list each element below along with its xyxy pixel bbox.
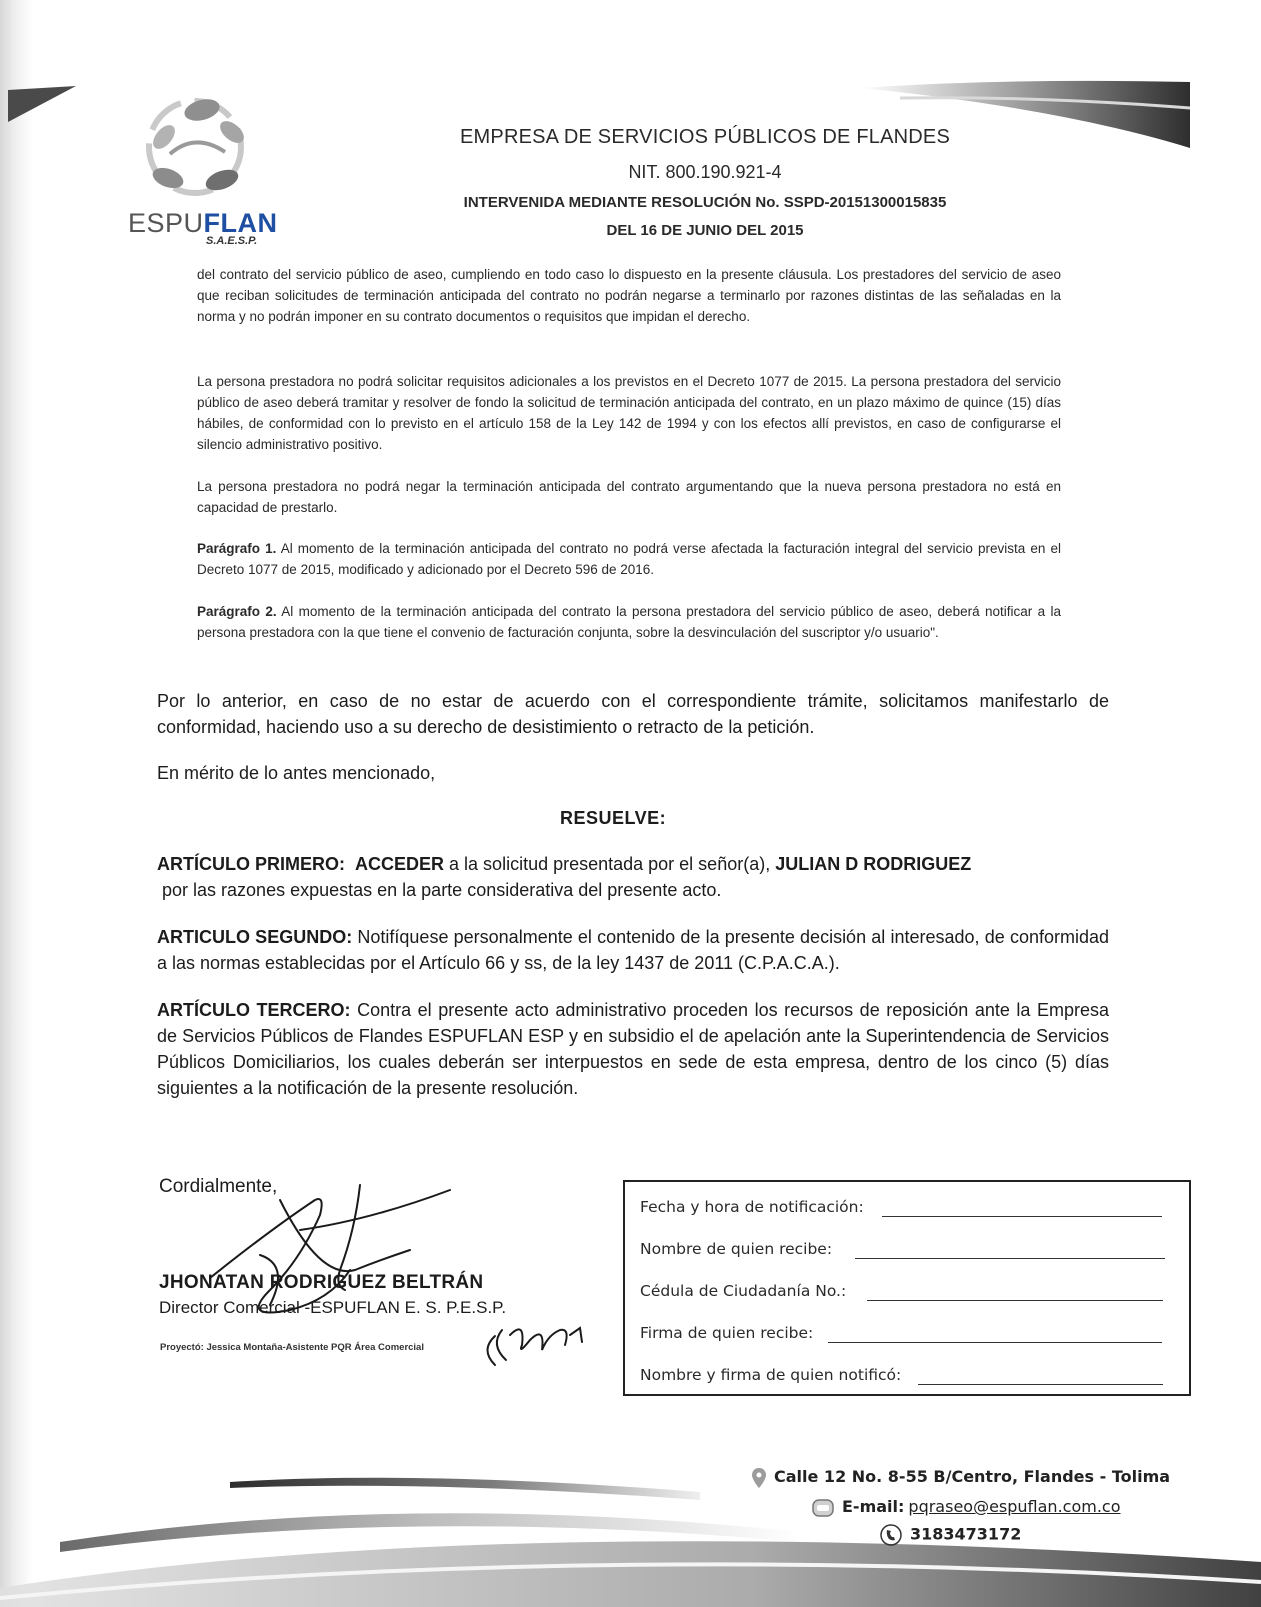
clause-paragraph-2: La persona prestadora no podrá solicitar requisitos adicionales a los previstos en el Decreto 1077 de 2015. La persona prestadora del servicio público de aseo deberá tramitar y resolver de fondo la solicitud de terminación anticipada del contrato, en un plazo máximo de quince (15) días hábiles, de conformidad con lo previsto en el artículo 158 de la Ley 142 de 1994 y con los efectos allí previstos, en caso de configurarse el silencio administrativo positivo.	[197, 374, 1061, 452]
location-pin-icon	[752, 1468, 766, 1488]
signer-role: Director Comercial -ESPUFLAN E. S. P.E.S.P.	[159, 1298, 507, 1317]
clause-paragraph-1: del contrato del servicio público de aseo, cumpliendo en todo caso lo dispuesto en la presente cláusula. Los prestadores del servicio de aseo que reciban solicitudes de terminación anticipada del contrato no podrán negarse a terminarlo por razones distintas de las señaladas en la norma y no podrán imponer en su contrato documentos o requisitos que impidan el derecho.	[197, 267, 1061, 324]
intro-paragraph: Por lo anterior, en caso de no estar de acuerdo con el correspondiente trámite, solicitamos manifestarlo de conformidad, haciendo uso a su derecho de desistimiento o retracto de la petición.	[157, 691, 1109, 737]
receiver-signature-line[interactable]	[828, 1342, 1162, 1343]
logo-wordmark: ESPUFLAN	[128, 208, 278, 238]
footer-address: Calle 12 No. 8-55 B/Centro, Flandes - Tolima	[752, 1467, 1170, 1488]
resolves-heading: RESUELVE:	[560, 808, 667, 828]
company-logo	[128, 92, 278, 247]
email-icon	[812, 1499, 834, 1517]
article-first: ARTÍCULO PRIMERO: ACCEDER a la solicitud presentada por el señor(a), JULIAN D RODRIGUEZ por las razones expuestas en la parte considerativa del presente acto.	[157, 854, 972, 900]
paragraph-2-label: Parágrafo 2.	[197, 604, 277, 619]
handwritten-signature	[150, 1160, 610, 1370]
requester-name: JULIAN D RODRIGUEZ	[775, 854, 972, 874]
clause-paragraph-4: Parágrafo 1. Al momento de la terminación anticipada del contrato no podrá verse afectada la facturación integral del servicio prevista en el Decreto 1077 de 2015, modificado y adicionado por el Decreto 596 de 2016.	[197, 541, 1061, 577]
intervention-resolution: INTERVENIDA MEDIANTE RESOLUCIÓN No. SSPD-20151300015835	[463, 194, 947, 211]
footer-swoosh-decoration	[0, 1470, 1261, 1607]
notification-box	[623, 1180, 1191, 1396]
notifier-name-label: Nombre y firma de quien notificó:	[640, 1366, 902, 1384]
merit-paragraph: En mérito de lo antes mencionado,	[157, 763, 436, 783]
email-link[interactable]: pqraseo@espuflan.com.co	[908, 1497, 1121, 1516]
recycle-leaves-emblem	[140, 92, 260, 202]
article-third-label: ARTÍCULO TERCERO:	[157, 1000, 351, 1020]
footer-email: E-mail: pqraseo@espuflan.com.co	[812, 1497, 1121, 1517]
footer-phone: 3183473172	[880, 1524, 1021, 1546]
paragraph-1-label: Parágrafo 1.	[197, 541, 277, 556]
receiver-name-line[interactable]	[855, 1258, 1165, 1259]
signer-name: JHONATAN RODRIGUEZ BELTRÁN	[159, 1272, 484, 1293]
phone-icon	[880, 1524, 902, 1546]
article-first-label: ARTÍCULO PRIMERO:	[157, 854, 345, 874]
projected-by: Proyectó: Jessica Montaña-Asistente PQR Área Comercial	[160, 1342, 424, 1353]
company-name: EMPRESA DE SERVICIOS PÚBLICOS DE FLANDES	[460, 126, 950, 148]
article-second: ARTICULO SEGUNDO: Notifíquese personalmente el contenido de la presente decisión al interesado, de conformidad a las normas establecidas por el Artículo 66 y ss, de la ley 1437 de 2011 (C.P.A.C.A.).	[157, 927, 1110, 973]
notifier-name-line[interactable]	[918, 1384, 1163, 1385]
intervention-date: DEL 16 DE JUNIO DEL 2015	[606, 222, 804, 239]
article-third: ARTÍCULO TERCERO: Contra el presente acto administrativo proceden los recursos de reposición ante la Empresa de Servicios Públicos de Flandes ESPUFLAN ESP y en subsidio el de apelación ante la Superintendencia de Servicios Públicos Domiciliarios, los cuales deberán ser interpuestos en sede de esta empresa, dentro de los cinco (5) días siguientes a la notificación de la presente resolución.	[157, 1000, 1109, 1098]
receiver-signature-label: Firma de quien recibe:	[640, 1324, 814, 1342]
logo-subtitle: S.A.E.S.P.	[206, 235, 258, 247]
scan-edge-shadow	[0, 0, 34, 1607]
clause-paragraph-5: Parágrafo 2. Al momento de la terminación anticipada del contrato la persona prestadora del servicio público de aseo, deberá notificar a la persona prestadora con la que tiene el convenio de facturación conjunta, sobre la desvinculación del suscriptor y/o usuario".	[197, 604, 1061, 640]
notification-date-line[interactable]	[882, 1216, 1162, 1217]
receiver-name-label: Nombre de quien recibe:	[640, 1240, 833, 1258]
id-number-line[interactable]	[867, 1300, 1163, 1301]
article-second-label: ARTICULO SEGUNDO:	[157, 927, 353, 947]
notification-date-label: Fecha y hora de notificación:	[640, 1198, 864, 1216]
corner-decoration	[8, 86, 78, 126]
closing: Cordialmente,	[159, 1176, 278, 1197]
clause-paragraph-3: La persona prestadora no podrá negar la terminación anticipada del contrato argumentando que la nueva persona prestadora no está en capacidad de prestarlo.	[197, 479, 1061, 515]
id-number-label: Cédula de Ciudadanía No.:	[640, 1282, 847, 1300]
company-nit: NIT. 800.190.921-4	[628, 162, 782, 182]
